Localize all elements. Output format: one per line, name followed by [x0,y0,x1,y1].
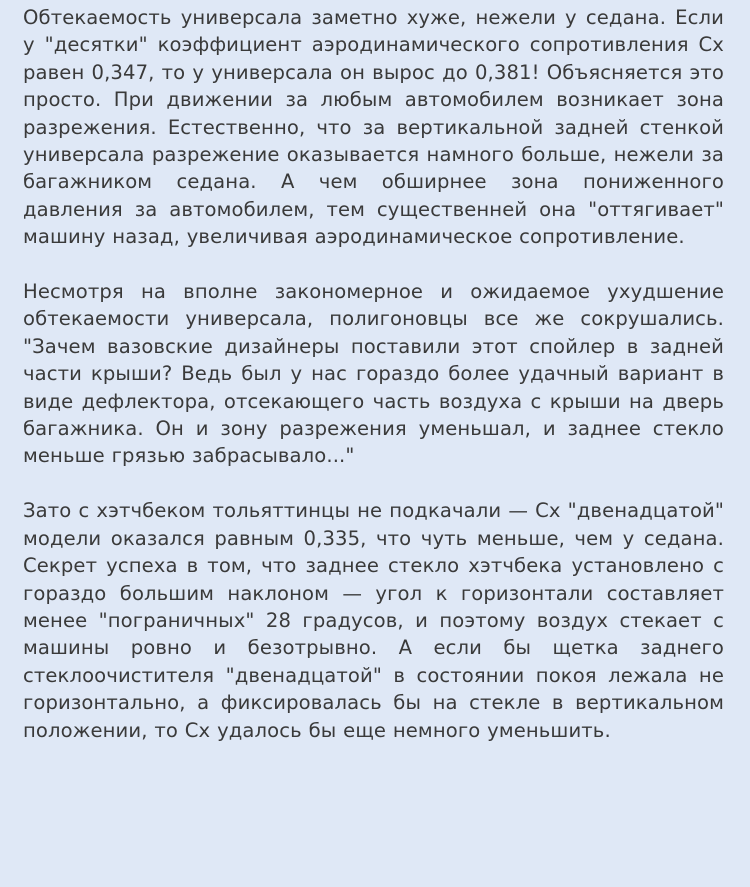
paragraph-hatchback-result: Зато с хэтчбеком тольяттинцы не подкачали — Cx "двенадцатой" модели оказался равным 0,335, что чуть меньше, чем у седана. Секрет успеха в том, что заднее стекло хэтчбека установлено с гораздо большим наклоном — угол к горизонтали составляет менее "пограничных" 28 градусов, и поэтому воздух стекает с машины ровно и безотрывно. А если бы щетка заднего стеклоочистителя "двенадцатой" в состоянии покоя лежала не горизонтально, а фиксировалась бы на стекле в вертикальном положении, то Cx удалось бы еще немного уменьшить. [23,499,724,742]
paragraph-spoiler-complaint: Несмотря на вполне закономерное и ожидаемое ухудшение обтекаемости универсала, полигоновцы все же сокрушались. "Зачем вазовские дизайнеры поставили этот спойлер в задней части крыши? Ведь был у нас гораздо более удачный вариант в виде дефлектора, отсекающего часть воздуха с крыши на дверь багажника. Он и зону разрежения уменьшал, и заднее стекло меньше грязью забрасывало..." [23,280,724,468]
paragraph-wagon-aerodynamics: Обтекаемость универсала заметно хуже, нежели у седана. Если у "десятки" коэффициент аэродинамического сопротивления Cx равен 0,347, то у универсала он вырос до 0,381! Объясняется это просто. При движении за любым автомобилем возникает зона разрежения. Естественно, что за вертикальной задней стенкой универсала разрежение оказывается намного больше, нежели за багажником седана. А чем обширнее зона пониженного давления за автомобилем, тем существенней она "оттягивает" машину назад, увеличивая аэродинамическое сопротивление. [23,6,724,249]
